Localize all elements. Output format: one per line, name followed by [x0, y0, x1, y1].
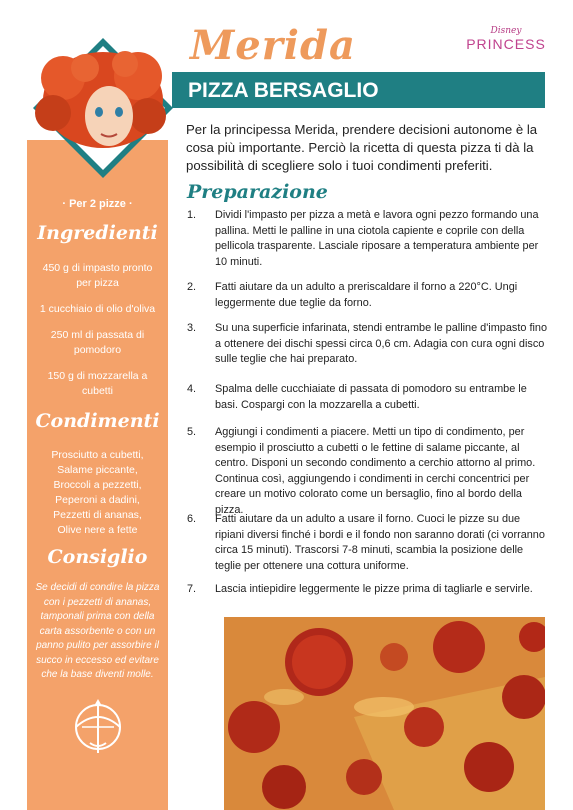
- tip-text-block: [31, 581, 164, 683]
- princess-logo-text: PRINCESS: [466, 36, 546, 52]
- condiments-heading: Condimenti: [35, 410, 160, 432]
- condiments-list: [27, 448, 168, 538]
- step-text: Fatti aiutare da un adulto a usare il forno. Cuoci le pizze su due ripiani diversi finché i bordi e il fondo non saranno dorati (ci vorranno circa 15 minuti). Trascorsi 7-8 minuti, scambia la posizione delle teglie per ottenere una cottura uniforme.: [215, 513, 545, 572]
- bow-and-arrow-emblem-icon: [68, 697, 128, 757]
- condiment-item: Peperoni a dadini,: [55, 494, 140, 506]
- condiment-item: Pezzetti di ananas,: [53, 509, 142, 521]
- condiment-item: Olive nere a fette: [57, 524, 138, 536]
- ingredient-item: 250 ml di passata di pomodoro: [50, 329, 145, 356]
- condiment-item: Prosciutto a cubetti,: [51, 449, 144, 461]
- step-item: [187, 208, 552, 270]
- title-banner: [172, 72, 545, 108]
- step-text: Aggiungi i condimenti a piacere. Metti un tipo di condimento, per esempio il prosciutto a cubetti o le fettine di salame piccante, al centro. Disponi un secondo condimento a cerchio attorno al primo. Continua così, aggiungendo i condimenti in cerchi concentrici per creare un motivo colorato come un bersaglio, fino al bordo della pizza.: [215, 426, 536, 516]
- step-text: Spalma delle cucchiaiate di passata di pomodoro su entrambe le basi. Cospargi con la mozzarella a cubetti.: [215, 383, 527, 411]
- intro-paragraph: Per la principessa Merida, prendere decisioni autonome è la cosa più importante. Perciò la ricetta di questa pizza ti dà la possibilità di scegliere solo i tuoi condimenti preferiti.: [186, 122, 538, 173]
- pizza-photo-icon: [224, 617, 545, 810]
- step-item: [187, 582, 552, 598]
- step-number: 4.: [187, 383, 197, 395]
- step-item: [187, 512, 552, 574]
- ingredients-list: [37, 261, 158, 399]
- step-number: 2.: [187, 281, 197, 293]
- step-item: [187, 382, 552, 413]
- ingredient-item: 450 g di impasto pronto per pizza: [42, 262, 153, 289]
- step-number: 1.: [187, 209, 197, 221]
- step-text: Lascia intiepidire leggermente le pizze prima di tagliarle e servirle.: [215, 583, 533, 595]
- tip-heading: Consiglio: [47, 546, 148, 568]
- page-title: PIZZA BERSAGLIO: [188, 79, 379, 102]
- step-number: 7.: [187, 583, 197, 595]
- disney-princess-logo: [466, 26, 546, 52]
- step-item: [187, 425, 552, 518]
- step-text: Dividi l'impasto per pizza a metà e lavora ogni pezzo formando una pallina. Metti le palline in una ciotola capiente e coprile con della pellicola trasparente. Lasciale riposare a temperatura ambiente per 10 minuti.: [215, 209, 539, 268]
- step-number: 6.: [187, 513, 197, 525]
- step-text: Fatti aiutare da un adulto a preriscaldare il forno a 220°C. Ungi leggermente due teglie da forno.: [215, 281, 518, 309]
- merida-portrait-icon: [33, 38, 173, 178]
- step-number: 5.: [187, 426, 197, 438]
- ingredient-item: 150 g di mozzarella a cubetti: [47, 370, 148, 397]
- ingredients-heading: Ingredienti: [37, 222, 158, 244]
- preparation-heading: Preparazione: [187, 181, 328, 203]
- step-number: 3.: [187, 322, 197, 334]
- step-item: [187, 280, 552, 311]
- disney-logo-text: Disney: [490, 26, 522, 36]
- step-item: [187, 321, 552, 368]
- step-text: Su una superficie infarinata, stendi entrambe le palline d'impasto fino a ottenere dei dischi spessi circa 0,6 cm. Adagia con cura ogni disco sulle teglie che hai preparato.: [215, 322, 548, 365]
- condiment-item: Broccoli a pezzetti,: [53, 479, 142, 491]
- brand-merida-title: Merida: [190, 22, 356, 69]
- tip-text: Se decidi di condire la pizza con i pezzetti di ananas, tamponali prima con della carta assorbente o con un panno pulito per assorbire il succo in eccesso ed evitare che la base diventi molle.: [35, 582, 160, 680]
- ingredient-item: 1 cucchiaio di olio d'oliva: [39, 303, 156, 315]
- condiment-item: Salame piccante,: [57, 464, 138, 476]
- servings-label: · Per 2 pizze ·: [62, 198, 133, 210]
